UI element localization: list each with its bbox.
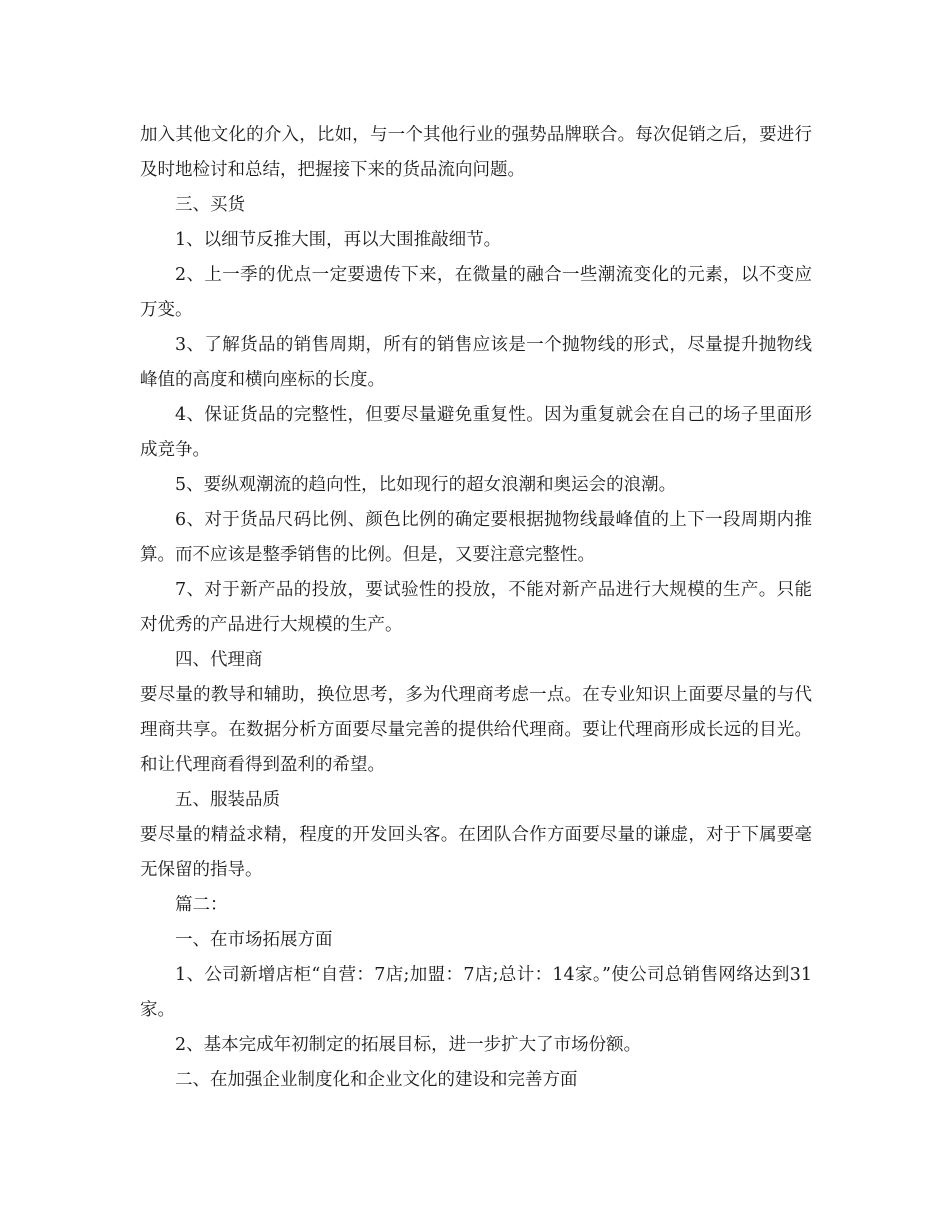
paragraph-promotion-review: 加入其他文化的介入，比如，与一个其他行业的强势品牌联合。每次促销之后，要进行及时地检讨和总结，把握接下来的货品流向问题。 bbox=[140, 125, 812, 180]
list-item-market-2: 2、基本完成年初制定的拓展目标，进一步扩大了市场份额。 bbox=[175, 1035, 642, 1055]
list-item-buying-5: 5、要纵观潮流的趋向性，比如现行的超女浪潮和奥运会的浪潮。 bbox=[175, 475, 677, 495]
section-heading-market-expansion: 一、在市场拓展方面 bbox=[175, 930, 333, 950]
paragraph-agents: 要尽量的教导和辅助，换位思考，多为代理商考虑一点。在专业知识上面要尽量的与代理商共享。在数据分析方面要尽量完善的提供给代理商。要让代理商形成长远的目光。和让代理商看得到盈利的希望。 bbox=[140, 685, 812, 775]
list-item-buying-2: 2、上一季的优点一定要遗传下来，在微量的融合一些潮流变化的元素，以不变应万变。 bbox=[140, 265, 812, 320]
list-item-market-1: 1、公司新增店柜“自营：7店;加盟：7店;总计：14家。”使公司总销售网络达到31家。 bbox=[140, 965, 812, 1020]
section-heading-agents: 四、代理商 bbox=[175, 650, 263, 670]
section-heading-buying: 三、买货 bbox=[175, 195, 245, 215]
list-item-buying-7: 7、对于新产品的投放，要试验性的投放，不能对新产品进行大规模的生产。只能对优秀的产品进行大规模的生产。 bbox=[140, 580, 812, 635]
list-item-buying-4: 4、保证货品的完整性，但要尽量避免重复性。因为重复就会在自己的场子里面形成竞争。 bbox=[140, 405, 812, 460]
list-item-buying-3: 3、了解货品的销售周期，所有的销售应该是一个抛物线的形式，尽量提升抛物线峰值的高度和横向座标的长度。 bbox=[140, 335, 812, 390]
section-heading-quality: 五、服装品质 bbox=[175, 790, 280, 810]
list-item-buying-6: 6、对于货品尺码比例、颜色比例的确定要根据抛物线最峰值的上下一段周期内推算。而不应该是整季销售的比例。但是，又要注意完整性。 bbox=[140, 510, 812, 565]
list-item-buying-1: 1、以细节反推大围，再以大围推敲细节。 bbox=[175, 230, 502, 250]
part-heading-two: 篇二： bbox=[175, 895, 228, 915]
paragraph-quality: 要尽量的精益求精，程度的开发回头客。在团队合作方面要尽量的谦虚，对于下属要毫无保留的指导。 bbox=[140, 825, 812, 880]
document-body bbox=[140, 118, 812, 1098]
section-heading-institutionalization: 二、在加强企业制度化和企业文化的建设和完善方面 bbox=[175, 1070, 578, 1090]
